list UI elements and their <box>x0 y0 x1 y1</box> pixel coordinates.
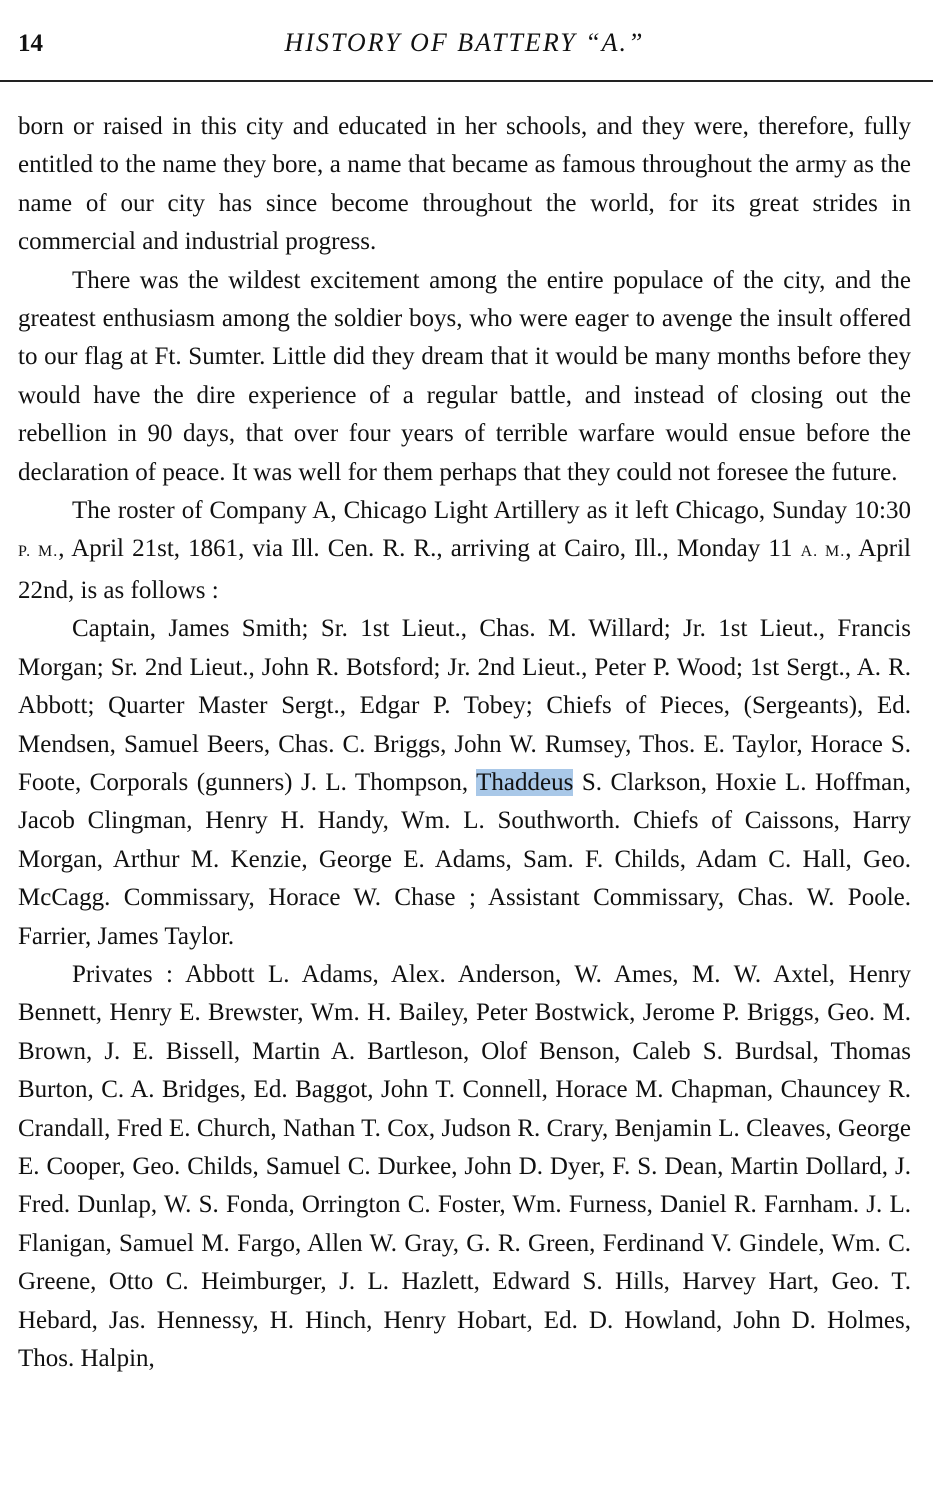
paragraph-privates: Privates : Abbott L. Adams, Alex. Anderson, W. Ames, M. W. Axtel, Henry Bennett, Henry E. Brewster, Wm. H. Bailey, Peter Bostwick, Jerome P. Briggs, Geo. M. Brown, J. E. Bissell, Martin A. Bartleson, Olof Benson, Caleb S. Burdsal, Thomas Burton, C. A. Bridges, Ed. Baggot, John T. Connell, Horace M. Chapman, Chauncey R. Crandall, Fred E. Church, Nathan T. Cox, Judson R. Crary, Benjamin L. Cleaves, George E. Cooper, Geo. Childs, Samuel C. Durkee, John D. Dyer, F. S. Dean, Martin Dollard, J. Fred. Dunlap, W. S. Fonda, Orrington C. Foster, Wm. Furness, Daniel R. Farnham. J. L. Flanigan, Samuel M. Fargo, Allen W. Gray, G. R. Green, Ferdinand V. Gindele, Wm. C. Greene, Otto C. Heimburger, J. L. Hazlett, Edward S. Hills, Harvey Hart, Geo. T. Hebard, Jas. Hennessy, H. Hinch, Henry Hobart, Ed. D. Howland, John D. Holmes, Thos. Halpin, <box>18 960 911 1372</box>
time-pm-label: P. M. <box>18 543 59 561</box>
running-title: HISTORY OF BATTERY “A.” <box>284 28 645 57</box>
roster-intro-part-3: , April 22nd, is as follows : <box>18 535 911 604</box>
time-am-label: A. M. <box>800 543 846 561</box>
paragraph-excitement: There was the wildest excitement among the entire populace of the city, and the greatest enthusiasm among the soldier boys, who were eager to avenge the insult offered to our flag at Ft. Sumter. Little did they dream that it would be many months before they would have the dire experience of a regular battle, and instead of closing out the rebellion in 90 days, that over four years of terrible warfare would ensue before the declaration of peace. It was well for them perhaps that they could not foresee the future. <box>18 266 911 486</box>
officers-part-1: Captain, James Smith; Sr. 1st Lieut., Chas. M. Willard; Jr. 1st Lieut., Francis Morgan; Sr. 2nd Lieut., John R. Botsford; Jr. 2nd Lieut., Peter P. Wood; 1st Sergt., A. R. Abbott; Quarter Master Sergt., Edgar P. Tobey; Chiefs of Pieces, (Sergeants), Ed. Mendsen, Samuel Beers, Chas. C. Briggs, John W. Rumsey, Thos. E. Taylor, Horace S. Foote, Corporals (gunners) J. L. Thompson, <box>18 615 911 796</box>
officers-part-2: S. Clarkson, Hoxie L. Hoffman, Jacob Clingman, Henry H. Handy, Wm. L. Southworth. Chiefs of Caissons, Harry Morgan, Arthur M. Kenzie, George E. Adams, Sam. F. Childs, Adam C. Hall, Geo. McCagg. Commissary, Horace W. Chase ; Assistant Commissary, Chas. W. Poole. Farrier, James Taylor. <box>18 768 912 950</box>
paragraph-continuation: born or raised in this city and educated in her schools, and they were, therefore, fully entitled to the name they bore, a name that became as famous throughout the army as the name of our city has since become throughout the world, for its great strides in commercial and industrial progress. <box>18 113 911 256</box>
header-rule <box>0 80 933 82</box>
body-text <box>18 108 911 1378</box>
roster-intro-part-2: , April 21st, 1861, via Ill. Cen. R. R., arriving at Cairo, Ill., Monday 11 <box>58 535 793 563</box>
page-header <box>18 0 911 62</box>
paragraph-roster-intro <box>18 492 911 610</box>
paragraph-officers <box>18 610 911 956</box>
page-number: 14 <box>18 30 43 57</box>
selected-text-highlight[interactable]: Thaddeus <box>476 768 574 796</box>
roster-intro-part-1: The roster of Company A, Chicago Light Artillery as it left Chicago, Sunday 10:30 <box>72 497 911 525</box>
